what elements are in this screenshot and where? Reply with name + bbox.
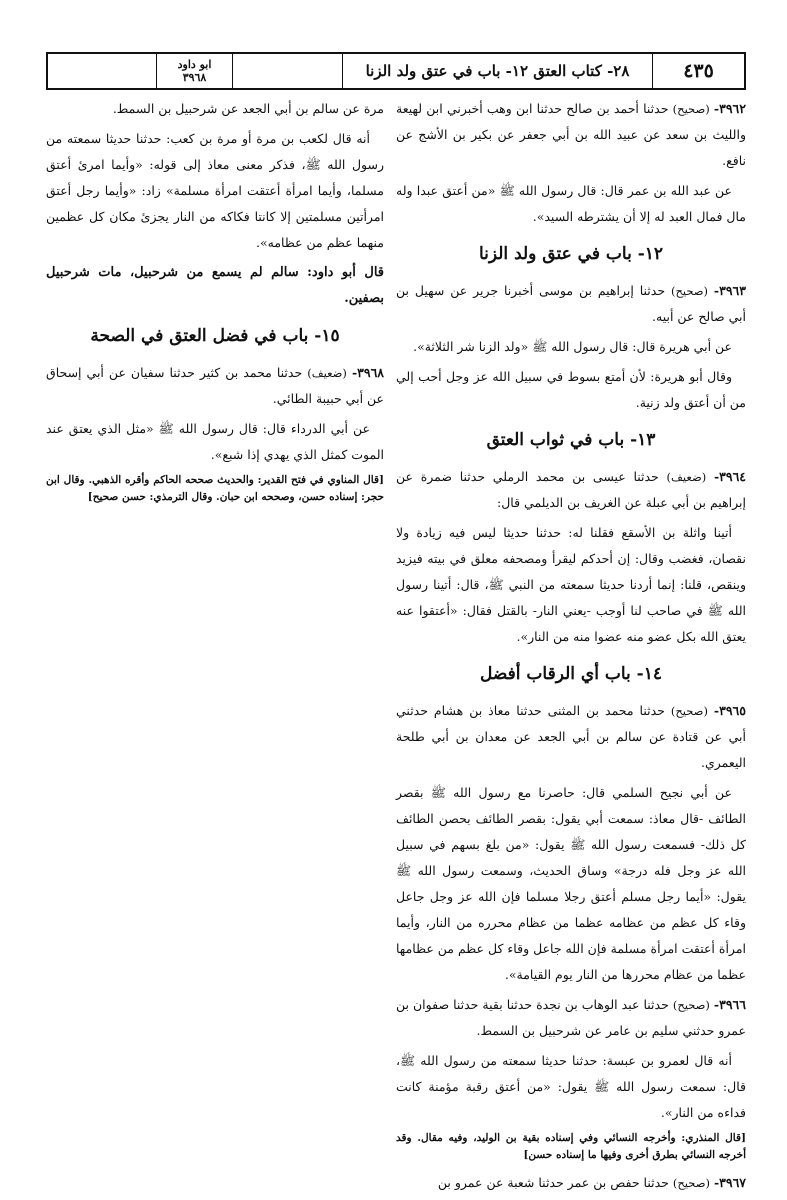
left-column [46,96,384,512]
isnad-text: حدثنا عبد الوهاب بن نجدة حدثنا بقية حدثنا صفوان بن عمرو حدثني سليم بن عامر عن شرحبيل بن السمط. [396,997,746,1038]
hadith-grade: (صحيح) [670,704,708,718]
hadith-3966-isnad [396,992,746,1044]
running-title: ٢٨- كتاب العتق ١٢- باب في عتق ولد الزنا [342,54,652,88]
hadith-grade: (صحيح) [672,1176,710,1190]
continued-isnad: مرة عن سالم بن أبي الجعد عن شرحبيل بن السمط. [112,101,384,116]
chapter-heading-13: ١٣- باب في ثواب العتق [486,430,656,450]
isnad-text: حدثنا أحمد بن صالح حدثنا ابن وهب أخبرني ابن لهيعة والليث بن سعد عن عبيد الله بن أبي جعفر عن بكير بن الأشج عن نافع. [396,101,746,168]
hadith-3962-matn: عن عبد الله بن عمر قال: قال رسول الله ﷺ «من أعتق عبدا وله مال فمال العبد له إلا أن يشترطه السيد». [396,183,746,224]
hadith-3968-isnad [46,360,384,412]
hadith-grade: (صحيح) [672,102,710,116]
chapter-heading-12: ١٢- باب في عتق ولد الزنا [478,244,664,264]
hadith-3967-isnad [396,1170,746,1196]
hadith-number: ٣٩٦٥- [713,703,746,718]
right-column [396,96,746,1200]
hadith-number: ٣٩٦٣- [713,283,746,298]
hadith-3962-isnad [396,96,746,174]
page-number: ٤٣٥ [652,54,744,88]
hadith-number: ٣٩٦٢- [713,101,746,116]
hadith-3964-matn: أتينا واثلة بن الأسقع فقلنا له: حدثنا حديثا ليس فيه زيادة ولا نقصان، فغضب وقال: إن أحدكم ليقرأ ومصحفه معلق في بيته فيزيد وينقص، قلنا: إنما أردنا حديثا سمعته من النبي ﷺ، قال: أتينا رسول الله ﷺ في صاحب لنا أوجب -يعني النار- بالقتل فقال: «أعتقوا عنه يعتق الله بكل عضو منه عضوا منه من النار». [396,525,746,644]
hadith-number: ٣٩٦٦- [713,997,746,1012]
isnad-text: حدثنا عيسى بن محمد الرملي حدثنا ضمرة عن إبراهيم بن أبي عبلة عن الغريف بن الديلمي قال: [396,469,746,510]
isnad-text: حدثنا محمد بن المثنى حدثنا معاذ بن هشام حدثني أبي عن قتادة عن سالم بن أبي الجعد عن معدان بن أبي طلحة اليعمري. [396,703,746,770]
book-label: ابو داود [177,58,212,71]
hadith-3966-note: [قال المنذري: وأخرجه النسائي وفي إسناده بقية بن الوليد، وفيه مقال. وقد أخرجه النسائي بطرق أخرى وفيها ما إسناده حسن] [396,1132,746,1161]
hadith-grade: (صحيح) [672,998,710,1012]
hadith-number: ٣٩٦٨- [351,365,384,380]
hadith-3968-note: [قال المناوي في فتح القدير: والحديث صححه الحاكم وأقره الذهبي. وقال ابن حجر: إسناده حسن، وصححه ابن حبان. وقال الترمذي: حسن صحيح] [46,474,384,503]
hadith-grade: (ضعيف) [307,366,347,380]
hadith-grade: (صحيح) [670,284,709,298]
hadith-3963-matn: عن أبي هريرة قال: قال رسول الله ﷺ «ولد الزنا شر الثلاثة». [413,339,732,354]
hadith-3965-isnad [396,698,746,776]
hadith-3963-extra: وقال أبو هريرة: لأن أمتع بسوط في سبيل الله عز وجل أحب إلي من أن أعتق ولد زنية. [396,369,746,410]
hadith-3965-matn: عن أبي نجيح السلمي قال: حاصرنا مع رسول الله ﷺ بقصر الطائف -قال معاذ: سمعت أبي يقول: بقصر الطائف بحصن الطائف كل ذلك- فسمعت رسول الله ﷺ يقول: «من بلغ بسهم في سبيل الله عز وجل فله درجة» وساق الحديث، وسمعت رسول الله ﷺ يقول: «أيما رجل مسلم أعتق رجلا مسلما فإن الله عز وجل جاعل وقاء كل عظم من عظامه عظما من عظام محرره من النار، وأيما امرأة أعتقت امرأة مسلمة فإن الله جاعل وقاء كل عظم من عظامها عظما من عظام محررها من النار يوم القيامة». [396,785,746,982]
chapter-heading-14: ١٤- باب أي الرقاب أفضل [480,664,662,684]
header-empty-cell-2 [48,54,156,88]
isnad-text: حدثنا حفص بن عمر حدثنا شعبة عن عمرو بن [437,1175,669,1190]
hadith-3963-isnad [396,278,746,330]
isnad-text: حدثنا محمد بن كثير حدثنا سفيان عن أبي إسحاق عن أبي حبيبة الطائي. [46,365,384,406]
hadith-3968-matn: عن أبي الدرداء قال: قال رسول الله ﷺ «مثل الذي يعتق عند الموت كمثل الذي يهدي إذا شبع». [46,421,384,462]
hadith-grade: (ضعيف) [666,470,707,484]
hadith-number: ٣٩٦٧- [713,1175,746,1190]
header-empty-cell [232,54,342,88]
abu-dawud-comment: قال أبو داود: سالم لم يسمع من شرحبيل، مات شرحبيل بصفين. [46,265,384,306]
header-ref-cell [156,54,232,88]
chapter-heading-15: ١٥- باب في فضل العتق في الصحة [90,326,340,346]
page-header [46,52,746,90]
hadith-3966-matn: أنه قال لعمرو بن عبسة: حدثنا حديثا سمعته من رسول الله ﷺ، قال: سمعت رسول الله ﷺ يقول: «من أعتق رقبة مؤمنة كانت فداءه من النار». [396,1053,746,1120]
hadith-3964-isnad [396,464,746,516]
hadith-number: ٣٩٦٤- [713,469,746,484]
isnad-text: حدثنا إبراهيم بن موسى أخبرنا جرير عن سهيل بن أبي صالح عن أبيه. [396,283,746,324]
ref-number: ٣٩٦٨ [182,71,207,84]
continued-matn: أنه قال لكعب بن مرة أو مرة بن كعب: حدثنا حديثا سمعته من رسول الله ﷺ، فذكر معنى معاذ إلى قوله: «وأيما امرئ أعتق مسلما، وأيما امرأة أعتقت امرأة مسلمة» زاد: «وأيما رجل أعتق امرأتين مسلمتين إلا كانتا فكاكه من النار يجزئ مكان كل عظمين منهما عظم من عظامه». [46,131,384,250]
